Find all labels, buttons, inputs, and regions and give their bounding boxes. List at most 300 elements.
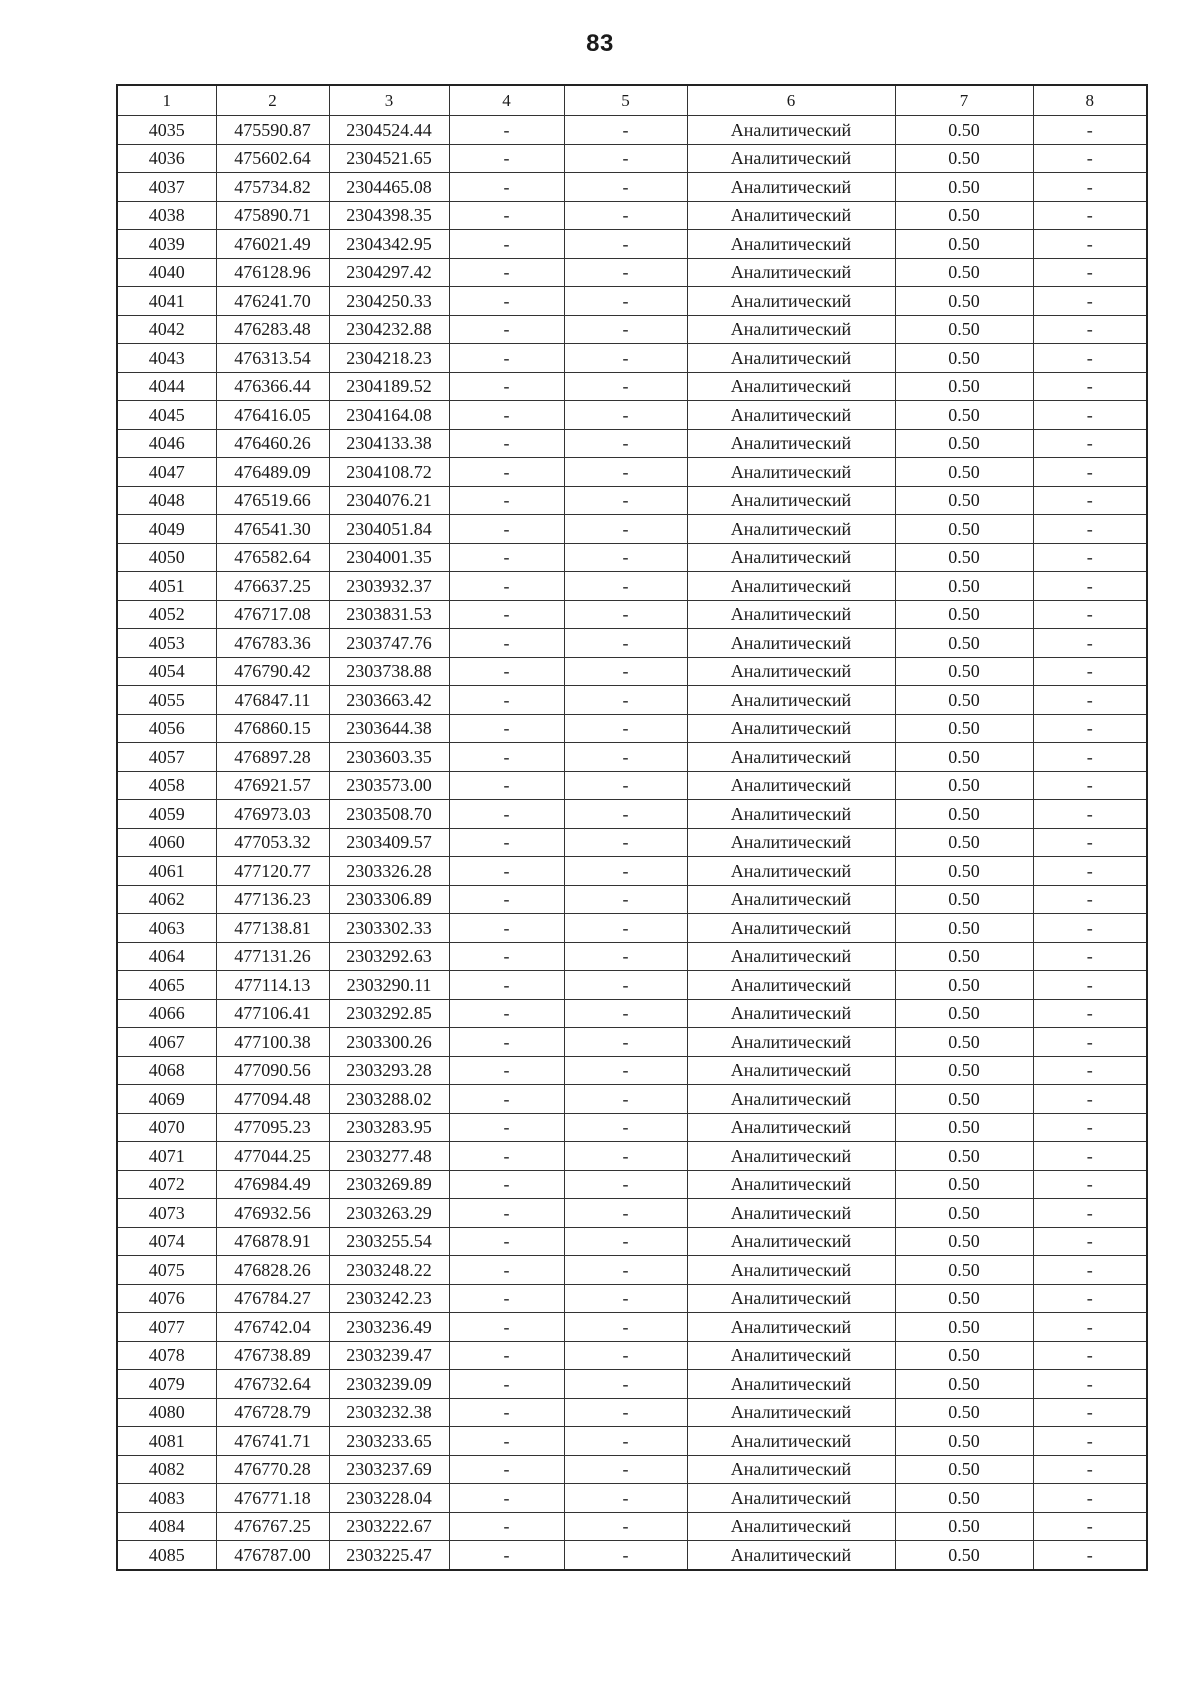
y-coordinate-cell: 2304250.33 <box>329 287 449 316</box>
column-5-cell: - <box>564 971 687 1000</box>
column-8-cell: - <box>1033 258 1147 287</box>
point-number-cell: 4084 <box>117 1512 216 1541</box>
accuracy-cell: 0.50 <box>895 857 1033 886</box>
accuracy-cell: 0.50 <box>895 1313 1033 1342</box>
method-cell: Аналитический <box>687 1455 895 1484</box>
accuracy-cell: 0.50 <box>895 1341 1033 1370</box>
x-coordinate-cell: 476416.05 <box>216 401 329 430</box>
column-5-cell: - <box>564 942 687 971</box>
column-5-cell: - <box>564 1113 687 1142</box>
table-row <box>117 1541 1147 1570</box>
column-4-cell: - <box>449 315 564 344</box>
point-number-cell: 4042 <box>117 315 216 344</box>
column-5-cell: - <box>564 515 687 544</box>
column-4-cell: - <box>449 942 564 971</box>
column-5-cell: - <box>564 315 687 344</box>
y-coordinate-cell: 2304398.35 <box>329 201 449 230</box>
table-row <box>117 486 1147 515</box>
accuracy-cell: 0.50 <box>895 1398 1033 1427</box>
column-header: 6 <box>687 85 895 116</box>
column-4-cell: - <box>449 1370 564 1399</box>
point-number-cell: 4037 <box>117 173 216 202</box>
column-8-cell: - <box>1033 543 1147 572</box>
point-number-cell: 4059 <box>117 800 216 829</box>
column-4-cell: - <box>449 344 564 373</box>
x-coordinate-cell: 477053.32 <box>216 828 329 857</box>
column-8-cell: - <box>1033 971 1147 1000</box>
point-number-cell: 4052 <box>117 600 216 629</box>
point-number-cell: 4085 <box>117 1541 216 1570</box>
method-cell: Аналитический <box>687 1341 895 1370</box>
table-row <box>117 1028 1147 1057</box>
accuracy-cell: 0.50 <box>895 1056 1033 1085</box>
y-coordinate-cell: 2304465.08 <box>329 173 449 202</box>
method-cell: Аналитический <box>687 942 895 971</box>
y-coordinate-cell: 2303228.04 <box>329 1484 449 1513</box>
column-5-cell: - <box>564 486 687 515</box>
method-cell: Аналитический <box>687 429 895 458</box>
method-cell: Аналитический <box>687 572 895 601</box>
method-cell: Аналитический <box>687 372 895 401</box>
x-coordinate-cell: 475602.64 <box>216 144 329 173</box>
point-number-cell: 4080 <box>117 1398 216 1427</box>
x-coordinate-cell: 476921.57 <box>216 771 329 800</box>
x-coordinate-cell: 477138.81 <box>216 914 329 943</box>
column-4-cell: - <box>449 600 564 629</box>
column-header: 1 <box>117 85 216 116</box>
y-coordinate-cell: 2304218.23 <box>329 344 449 373</box>
point-number-cell: 4082 <box>117 1455 216 1484</box>
method-cell: Аналитический <box>687 116 895 145</box>
point-number-cell: 4072 <box>117 1170 216 1199</box>
y-coordinate-cell: 2303233.65 <box>329 1427 449 1456</box>
accuracy-cell: 0.50 <box>895 1512 1033 1541</box>
column-8-cell: - <box>1033 828 1147 857</box>
table-row <box>117 515 1147 544</box>
x-coordinate-cell: 477090.56 <box>216 1056 329 1085</box>
column-8-cell: - <box>1033 1398 1147 1427</box>
point-number-cell: 4039 <box>117 230 216 259</box>
x-coordinate-cell: 476771.18 <box>216 1484 329 1513</box>
column-4-cell: - <box>449 857 564 886</box>
y-coordinate-cell: 2304133.38 <box>329 429 449 458</box>
method-cell: Аналитический <box>687 287 895 316</box>
table-row <box>117 914 1147 943</box>
coordinates-table <box>116 84 1148 1571</box>
x-coordinate-cell: 476770.28 <box>216 1455 329 1484</box>
column-5-cell: - <box>564 1284 687 1313</box>
point-number-cell: 4065 <box>117 971 216 1000</box>
column-4-cell: - <box>449 486 564 515</box>
table-row <box>117 743 1147 772</box>
column-8-cell: - <box>1033 857 1147 886</box>
column-4-cell: - <box>449 543 564 572</box>
column-4-cell: - <box>449 686 564 715</box>
column-5-cell: - <box>564 686 687 715</box>
column-8-cell: - <box>1033 714 1147 743</box>
column-header: 2 <box>216 85 329 116</box>
table-row <box>117 1284 1147 1313</box>
point-number-cell: 4057 <box>117 743 216 772</box>
column-5-cell: - <box>564 1398 687 1427</box>
point-number-cell: 4078 <box>117 1341 216 1370</box>
accuracy-cell: 0.50 <box>895 372 1033 401</box>
column-4-cell: - <box>449 1256 564 1285</box>
x-coordinate-cell: 476878.91 <box>216 1227 329 1256</box>
method-cell: Аналитический <box>687 173 895 202</box>
point-number-cell: 4049 <box>117 515 216 544</box>
table-row <box>117 144 1147 173</box>
accuracy-cell: 0.50 <box>895 429 1033 458</box>
x-coordinate-cell: 476767.25 <box>216 1512 329 1541</box>
accuracy-cell: 0.50 <box>895 401 1033 430</box>
method-cell: Аналитический <box>687 543 895 572</box>
accuracy-cell: 0.50 <box>895 144 1033 173</box>
column-5-cell: - <box>564 1170 687 1199</box>
table-row <box>117 287 1147 316</box>
column-4-cell: - <box>449 144 564 173</box>
table-row <box>117 971 1147 1000</box>
column-8-cell: - <box>1033 914 1147 943</box>
x-coordinate-cell: 476460.26 <box>216 429 329 458</box>
y-coordinate-cell: 2303239.09 <box>329 1370 449 1399</box>
y-coordinate-cell: 2303236.49 <box>329 1313 449 1342</box>
accuracy-cell: 0.50 <box>895 1170 1033 1199</box>
column-8-cell: - <box>1033 344 1147 373</box>
y-coordinate-cell: 2304342.95 <box>329 230 449 259</box>
y-coordinate-cell: 2303644.38 <box>329 714 449 743</box>
method-cell: Аналитический <box>687 315 895 344</box>
method-cell: Аналитический <box>687 230 895 259</box>
column-8-cell: - <box>1033 1341 1147 1370</box>
point-number-cell: 4054 <box>117 657 216 686</box>
point-number-cell: 4068 <box>117 1056 216 1085</box>
column-5-cell: - <box>564 1484 687 1513</box>
column-5-cell: - <box>564 458 687 487</box>
accuracy-cell: 0.50 <box>895 999 1033 1028</box>
column-8-cell: - <box>1033 999 1147 1028</box>
accuracy-cell: 0.50 <box>895 1427 1033 1456</box>
accuracy-cell: 0.50 <box>895 629 1033 658</box>
column-4-cell: - <box>449 999 564 1028</box>
table-row <box>117 1455 1147 1484</box>
column-8-cell: - <box>1033 942 1147 971</box>
x-coordinate-cell: 476784.27 <box>216 1284 329 1313</box>
column-8-cell: - <box>1033 686 1147 715</box>
column-4-cell: - <box>449 258 564 287</box>
x-coordinate-cell: 477044.25 <box>216 1142 329 1171</box>
point-number-cell: 4043 <box>117 344 216 373</box>
y-coordinate-cell: 2303232.38 <box>329 1398 449 1427</box>
table-row <box>117 458 1147 487</box>
table-row <box>117 600 1147 629</box>
column-5-cell: - <box>564 1313 687 1342</box>
method-cell: Аналитический <box>687 1085 895 1114</box>
method-cell: Аналитический <box>687 401 895 430</box>
table-row <box>117 572 1147 601</box>
column-4-cell: - <box>449 372 564 401</box>
accuracy-cell: 0.50 <box>895 116 1033 145</box>
column-4-cell: - <box>449 515 564 544</box>
point-number-cell: 4046 <box>117 429 216 458</box>
point-number-cell: 4064 <box>117 942 216 971</box>
y-coordinate-cell: 2303248.22 <box>329 1256 449 1285</box>
accuracy-cell: 0.50 <box>895 657 1033 686</box>
point-number-cell: 4050 <box>117 543 216 572</box>
accuracy-cell: 0.50 <box>895 714 1033 743</box>
accuracy-cell: 0.50 <box>895 287 1033 316</box>
accuracy-cell: 0.50 <box>895 1028 1033 1057</box>
x-coordinate-cell: 476313.54 <box>216 344 329 373</box>
method-cell: Аналитический <box>687 1512 895 1541</box>
y-coordinate-cell: 2304297.42 <box>329 258 449 287</box>
column-4-cell: - <box>449 230 564 259</box>
column-4-cell: - <box>449 1455 564 1484</box>
y-coordinate-cell: 2304076.21 <box>329 486 449 515</box>
column-8-cell: - <box>1033 1056 1147 1085</box>
x-coordinate-cell: 477106.41 <box>216 999 329 1028</box>
column-8-cell: - <box>1033 1113 1147 1142</box>
table-row <box>117 1199 1147 1228</box>
column-5-cell: - <box>564 144 687 173</box>
x-coordinate-cell: 477120.77 <box>216 857 329 886</box>
column-4-cell: - <box>449 1284 564 1313</box>
column-8-cell: - <box>1033 458 1147 487</box>
method-cell: Аналитический <box>687 458 895 487</box>
table-row <box>117 1427 1147 1456</box>
column-5-cell: - <box>564 1455 687 1484</box>
y-coordinate-cell: 2303255.54 <box>329 1227 449 1256</box>
column-5-cell: - <box>564 885 687 914</box>
column-4-cell: - <box>449 800 564 829</box>
column-8-cell: - <box>1033 1512 1147 1541</box>
y-coordinate-cell: 2303738.88 <box>329 657 449 686</box>
accuracy-cell: 0.50 <box>895 543 1033 572</box>
method-cell: Аналитический <box>687 629 895 658</box>
x-coordinate-cell: 476519.66 <box>216 486 329 515</box>
column-4-cell: - <box>449 657 564 686</box>
y-coordinate-cell: 2303290.11 <box>329 971 449 1000</box>
point-number-cell: 4061 <box>117 857 216 886</box>
column-5-cell: - <box>564 1256 687 1285</box>
accuracy-cell: 0.50 <box>895 971 1033 1000</box>
column-5-cell: - <box>564 714 687 743</box>
x-coordinate-cell: 476283.48 <box>216 315 329 344</box>
method-cell: Аналитический <box>687 1256 895 1285</box>
column-5-cell: - <box>564 287 687 316</box>
x-coordinate-cell: 476738.89 <box>216 1341 329 1370</box>
table-row <box>117 116 1147 145</box>
method-cell: Аналитический <box>687 771 895 800</box>
accuracy-cell: 0.50 <box>895 230 1033 259</box>
x-coordinate-cell: 476973.03 <box>216 800 329 829</box>
accuracy-cell: 0.50 <box>895 458 1033 487</box>
method-cell: Аналитический <box>687 714 895 743</box>
point-number-cell: 4076 <box>117 1284 216 1313</box>
y-coordinate-cell: 2304001.35 <box>329 543 449 572</box>
column-5-cell: - <box>564 344 687 373</box>
table-row <box>117 686 1147 715</box>
accuracy-cell: 0.50 <box>895 1541 1033 1570</box>
x-coordinate-cell: 477131.26 <box>216 942 329 971</box>
column-8-cell: - <box>1033 116 1147 145</box>
column-4-cell: - <box>449 1427 564 1456</box>
y-coordinate-cell: 2303663.42 <box>329 686 449 715</box>
table-row <box>117 771 1147 800</box>
column-4-cell: - <box>449 458 564 487</box>
x-coordinate-cell: 475890.71 <box>216 201 329 230</box>
method-cell: Аналитический <box>687 1227 895 1256</box>
column-8-cell: - <box>1033 372 1147 401</box>
column-4-cell: - <box>449 828 564 857</box>
x-coordinate-cell: 476128.96 <box>216 258 329 287</box>
x-coordinate-cell: 475590.87 <box>216 116 329 145</box>
table-row <box>117 999 1147 1028</box>
table-row <box>117 230 1147 259</box>
table-row <box>117 201 1147 230</box>
column-8-cell: - <box>1033 1427 1147 1456</box>
accuracy-cell: 0.50 <box>895 486 1033 515</box>
point-number-cell: 4067 <box>117 1028 216 1057</box>
x-coordinate-cell: 477095.23 <box>216 1113 329 1142</box>
column-4-cell: - <box>449 1085 564 1114</box>
page-number: 83 <box>586 30 614 57</box>
column-header: 3 <box>329 85 449 116</box>
column-5-cell: - <box>564 800 687 829</box>
accuracy-cell: 0.50 <box>895 1142 1033 1171</box>
table-row <box>117 1512 1147 1541</box>
method-cell: Аналитический <box>687 971 895 1000</box>
accuracy-cell: 0.50 <box>895 515 1033 544</box>
column-8-cell: - <box>1033 429 1147 458</box>
point-number-cell: 4066 <box>117 999 216 1028</box>
x-coordinate-cell: 475734.82 <box>216 173 329 202</box>
y-coordinate-cell: 2304051.84 <box>329 515 449 544</box>
column-4-cell: - <box>449 1142 564 1171</box>
column-5-cell: - <box>564 828 687 857</box>
point-number-cell: 4058 <box>117 771 216 800</box>
column-4-cell: - <box>449 1398 564 1427</box>
accuracy-cell: 0.50 <box>895 885 1033 914</box>
column-5-cell: - <box>564 173 687 202</box>
method-cell: Аналитический <box>687 1056 895 1085</box>
y-coordinate-cell: 2303277.48 <box>329 1142 449 1171</box>
column-5-cell: - <box>564 1142 687 1171</box>
table-row <box>117 173 1147 202</box>
y-coordinate-cell: 2303263.29 <box>329 1199 449 1228</box>
point-number-cell: 4077 <box>117 1313 216 1342</box>
y-coordinate-cell: 2303306.89 <box>329 885 449 914</box>
table-row <box>117 429 1147 458</box>
table-row <box>117 1056 1147 1085</box>
column-5-cell: - <box>564 771 687 800</box>
accuracy-cell: 0.50 <box>895 1455 1033 1484</box>
point-number-cell: 4069 <box>117 1085 216 1114</box>
column-5-cell: - <box>564 600 687 629</box>
method-cell: Аналитический <box>687 1398 895 1427</box>
column-4-cell: - <box>449 429 564 458</box>
table-row <box>117 714 1147 743</box>
method-cell: Аналитический <box>687 1113 895 1142</box>
method-cell: Аналитический <box>687 600 895 629</box>
x-coordinate-cell: 476241.70 <box>216 287 329 316</box>
method-cell: Аналитический <box>687 201 895 230</box>
point-number-cell: 4041 <box>117 287 216 316</box>
column-8-cell: - <box>1033 572 1147 601</box>
y-coordinate-cell: 2303293.28 <box>329 1056 449 1085</box>
column-4-cell: - <box>449 287 564 316</box>
column-4-cell: - <box>449 201 564 230</box>
accuracy-cell: 0.50 <box>895 344 1033 373</box>
column-8-cell: - <box>1033 401 1147 430</box>
column-4-cell: - <box>449 401 564 430</box>
x-coordinate-cell: 476637.25 <box>216 572 329 601</box>
method-cell: Аналитический <box>687 1427 895 1456</box>
y-coordinate-cell: 2303283.95 <box>329 1113 449 1142</box>
point-number-cell: 4036 <box>117 144 216 173</box>
column-4-cell: - <box>449 1541 564 1570</box>
y-coordinate-cell: 2303225.47 <box>329 1541 449 1570</box>
column-8-cell: - <box>1033 800 1147 829</box>
method-cell: Аналитический <box>687 258 895 287</box>
column-5-cell: - <box>564 1028 687 1057</box>
column-4-cell: - <box>449 572 564 601</box>
point-number-cell: 4073 <box>117 1199 216 1228</box>
x-coordinate-cell: 476984.49 <box>216 1170 329 1199</box>
table-row <box>117 258 1147 287</box>
column-4-cell: - <box>449 1341 564 1370</box>
table-body <box>117 116 1147 1570</box>
y-coordinate-cell: 2303292.85 <box>329 999 449 1028</box>
method-cell: Аналитический <box>687 1199 895 1228</box>
method-cell: Аналитический <box>687 857 895 886</box>
table-row <box>117 543 1147 572</box>
column-5-cell: - <box>564 914 687 943</box>
table-header-row <box>117 85 1147 116</box>
x-coordinate-cell: 476932.56 <box>216 1199 329 1228</box>
method-cell: Аналитический <box>687 515 895 544</box>
point-number-cell: 4055 <box>117 686 216 715</box>
point-number-cell: 4047 <box>117 458 216 487</box>
method-cell: Аналитический <box>687 486 895 515</box>
x-coordinate-cell: 476021.49 <box>216 230 329 259</box>
table-row <box>117 857 1147 886</box>
column-4-cell: - <box>449 885 564 914</box>
table-row <box>117 401 1147 430</box>
column-4-cell: - <box>449 714 564 743</box>
method-cell: Аналитический <box>687 1028 895 1057</box>
table-row <box>117 1227 1147 1256</box>
method-cell: Аналитический <box>687 743 895 772</box>
method-cell: Аналитический <box>687 1170 895 1199</box>
column-5-cell: - <box>564 999 687 1028</box>
point-number-cell: 4056 <box>117 714 216 743</box>
point-number-cell: 4060 <box>117 828 216 857</box>
table-row <box>117 344 1147 373</box>
table-row <box>117 885 1147 914</box>
table-row <box>117 1313 1147 1342</box>
y-coordinate-cell: 2304524.44 <box>329 116 449 145</box>
table-row <box>117 1398 1147 1427</box>
x-coordinate-cell: 476741.71 <box>216 1427 329 1456</box>
table-row <box>117 1113 1147 1142</box>
y-coordinate-cell: 2303831.53 <box>329 600 449 629</box>
column-4-cell: - <box>449 971 564 1000</box>
x-coordinate-cell: 477136.23 <box>216 885 329 914</box>
column-8-cell: - <box>1033 1256 1147 1285</box>
column-4-cell: - <box>449 1170 564 1199</box>
column-8-cell: - <box>1033 230 1147 259</box>
